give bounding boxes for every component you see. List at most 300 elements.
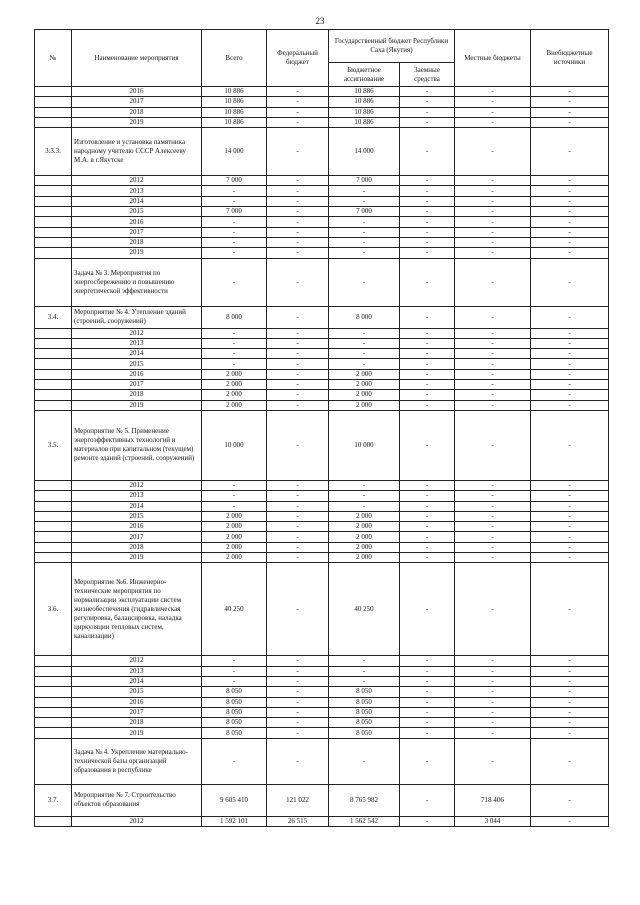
cell-borrowed: - [400,532,455,542]
cell-allocations: - [329,186,400,196]
cell-extra: - [531,738,609,784]
cell-allocations: 8 050 [329,707,400,717]
cell-extra: - [531,227,609,237]
row-year: 2013 [72,666,202,676]
cell-extra: - [531,207,609,217]
row-number [35,328,72,338]
row-number [35,697,72,707]
cell-total: - [202,258,267,306]
cell-borrowed: - [400,97,455,107]
cell-total: 8 050 [202,707,267,717]
measure-row [35,306,609,328]
header-name: Наименование мероприятия [72,30,202,87]
cell-borrowed: - [400,687,455,697]
cell-federal: - [267,738,329,784]
row-year: 2019 [72,728,202,738]
cell-local: - [455,97,531,107]
cell-federal: - [267,107,329,117]
cell-allocations: 1 562 542 [329,816,400,826]
cell-extra: - [531,687,609,697]
cell-total: 7 000 [202,176,267,186]
cell-allocations: 8 050 [329,718,400,728]
cell-allocations: 2 000 [329,390,400,400]
cell-federal: - [267,687,329,697]
measure-row [35,258,609,306]
cell-local: 3 044 [455,816,531,826]
cell-borrowed: - [400,718,455,728]
cell-total: 2 000 [202,390,267,400]
year-row [35,728,609,738]
cell-total: 9 605 410 [202,784,267,816]
cell-local: - [455,480,531,490]
cell-local: - [455,107,531,117]
cell-total: 10 886 [202,117,267,127]
header-borrowed: Заемные средства [400,63,455,87]
cell-borrowed: - [400,258,455,306]
cell-federal: - [267,676,329,686]
header-total: Всего [202,30,267,87]
cell-allocations: 7 000 [329,176,400,186]
cell-borrowed: - [400,107,455,117]
cell-federal: - [267,522,329,532]
cell-borrowed: - [400,390,455,400]
cell-local: 718 406 [455,784,531,816]
cell-total: - [202,237,267,247]
cell-borrowed: - [400,369,455,379]
cell-allocations: 10 886 [329,107,400,117]
cell-local: - [455,542,531,552]
row-number [35,237,72,247]
cell-extra: - [531,697,609,707]
row-number [35,532,72,542]
cell-local: - [455,491,531,501]
year-row [35,87,609,97]
row-number [35,227,72,237]
cell-extra: - [531,400,609,410]
cell-borrowed: - [400,196,455,206]
year-row [35,97,609,107]
row-number [35,738,72,784]
row-number [35,349,72,359]
row-year: 2016 [72,87,202,97]
cell-local: - [455,501,531,511]
row-year: 2016 [72,369,202,379]
cell-total: 8 050 [202,718,267,728]
cell-federal: - [267,349,329,359]
row-year: 2019 [72,400,202,410]
cell-extra: - [531,707,609,717]
header-extra: Внебюджетные источники [531,30,609,87]
cell-extra: - [531,186,609,196]
cell-local: - [455,718,531,728]
cell-allocations: - [329,328,400,338]
cell-federal: - [267,532,329,542]
cell-total: 10 886 [202,87,267,97]
row-year: 2018 [72,237,202,247]
cell-total: - [202,227,267,237]
cell-extra: - [531,338,609,348]
cell-borrowed: - [400,707,455,717]
cell-total: 2 000 [202,542,267,552]
cell-federal: - [267,186,329,196]
cell-borrowed: - [400,338,455,348]
cell-allocations: 10 886 [329,97,400,107]
cell-allocations: - [329,349,400,359]
cell-federal: - [267,511,329,521]
row-year: 2016 [72,217,202,227]
cell-local: - [455,687,531,697]
cell-allocations: - [329,227,400,237]
cell-local: - [455,697,531,707]
row-year: 2016 [72,522,202,532]
cell-extra: - [531,480,609,490]
row-number [35,359,72,369]
year-row [35,359,609,369]
row-number: 3.7. [35,784,72,816]
year-row [35,522,609,532]
cell-federal: - [267,697,329,707]
cell-allocations: - [329,338,400,348]
year-row [35,207,609,217]
cell-allocations: 2 000 [329,400,400,410]
cell-federal: - [267,207,329,217]
cell-total: - [202,186,267,196]
row-number: 3.6. [35,563,72,656]
cell-borrowed: - [400,522,455,532]
cell-borrowed: - [400,563,455,656]
cell-total: 2 000 [202,369,267,379]
cell-extra: - [531,656,609,666]
header-local: Местные бюджеты [455,30,531,87]
cell-federal: - [267,501,329,511]
row-name: Мероприятие № 7. Строительство объектов образования [72,784,202,816]
cell-federal: - [267,128,329,176]
cell-total: - [202,217,267,227]
page-number: 23 [315,16,325,26]
cell-total: 2 000 [202,400,267,410]
cell-borrowed: - [400,176,455,186]
cell-borrowed: - [400,666,455,676]
year-row [35,501,609,511]
year-row [35,338,609,348]
cell-local: - [455,522,531,532]
cell-federal: - [267,728,329,738]
cell-extra: - [531,501,609,511]
cell-borrowed: - [400,380,455,390]
row-year: 2018 [72,107,202,117]
cell-extra: - [531,87,609,97]
cell-borrowed: - [400,87,455,97]
cell-total: 10 000 [202,410,267,480]
cell-borrowed: - [400,237,455,247]
cell-local: - [455,248,531,258]
year-row [35,532,609,542]
cell-extra: - [531,248,609,258]
cell-allocations: 14 000 [329,128,400,176]
cell-total: - [202,196,267,206]
year-row [35,186,609,196]
row-number [35,338,72,348]
cell-local: - [455,359,531,369]
cell-extra: - [531,237,609,247]
cell-allocations: - [329,666,400,676]
cell-allocations: 7 000 [329,207,400,217]
cell-allocations: - [329,491,400,501]
year-row [35,697,609,707]
cell-local: - [455,553,531,563]
row-number [35,176,72,186]
cell-total: - [202,480,267,490]
cell-total: 1 592 101 [202,816,267,826]
cell-extra: - [531,563,609,656]
cell-borrowed: - [400,306,455,328]
row-number [35,687,72,697]
cell-federal: - [267,97,329,107]
cell-extra: - [531,553,609,563]
cell-federal: - [267,380,329,390]
cell-extra: - [531,349,609,359]
row-year: 2017 [72,707,202,717]
measure-row [35,410,609,480]
cell-extra: - [531,522,609,532]
cell-local: - [455,707,531,717]
cell-federal: - [267,237,329,247]
cell-extra: - [531,390,609,400]
cell-extra: - [531,107,609,117]
row-year: 2015 [72,687,202,697]
cell-borrowed: - [400,349,455,359]
cell-federal: - [267,248,329,258]
cell-allocations: 8 765 982 [329,784,400,816]
row-number [35,501,72,511]
cell-local: - [455,400,531,410]
cell-federal: - [267,117,329,127]
cell-total: - [202,328,267,338]
row-number: 3.5. [35,410,72,480]
year-row [35,676,609,686]
cell-allocations: 2 000 [329,532,400,542]
cell-extra: - [531,718,609,728]
cell-federal: - [267,87,329,97]
cell-total: 8 000 [202,306,267,328]
cell-extra: - [531,380,609,390]
cell-federal: - [267,563,329,656]
cell-allocations: - [329,258,400,306]
cell-extra: - [531,728,609,738]
row-year: 2017 [72,380,202,390]
cell-local: - [455,738,531,784]
cell-extra: - [531,258,609,306]
cell-allocations: 8 050 [329,687,400,697]
cell-total: - [202,349,267,359]
cell-allocations: - [329,656,400,666]
year-row [35,491,609,501]
cell-total: 10 886 [202,97,267,107]
cell-local: - [455,656,531,666]
cell-federal: - [267,328,329,338]
year-row [35,511,609,521]
row-number: 3.3.3. [35,128,72,176]
cell-extra: - [531,666,609,676]
cell-extra: - [531,369,609,379]
cell-borrowed: - [400,676,455,686]
cell-total: 7 000 [202,207,267,217]
cell-local: - [455,666,531,676]
cell-extra: - [531,359,609,369]
cell-allocations: 2 000 [329,369,400,379]
cell-borrowed: - [400,728,455,738]
cell-local: - [455,306,531,328]
row-number [35,511,72,521]
row-year: 2017 [72,532,202,542]
row-year: 2013 [72,186,202,196]
row-number [35,707,72,717]
cell-local: - [455,258,531,306]
row-year: 2019 [72,248,202,258]
year-row [35,553,609,563]
row-year: 2012 [72,480,202,490]
cell-extra: - [531,676,609,686]
cell-allocations: - [329,676,400,686]
cell-allocations: 2 000 [329,522,400,532]
cell-borrowed: - [400,697,455,707]
cell-local: - [455,410,531,480]
row-year: 2019 [72,117,202,127]
cell-allocations: - [329,738,400,784]
cell-borrowed: - [400,410,455,480]
cell-total: 10 886 [202,107,267,117]
row-year: 2018 [72,390,202,400]
cell-federal: - [267,400,329,410]
budget-table [34,29,609,827]
year-row [35,400,609,410]
cell-borrowed: - [400,542,455,552]
cell-local: - [455,207,531,217]
cell-extra: - [531,491,609,501]
year-row [35,176,609,186]
cell-borrowed: - [400,359,455,369]
cell-federal: - [267,176,329,186]
cell-borrowed: - [400,248,455,258]
cell-federal: - [267,718,329,728]
cell-federal: - [267,359,329,369]
year-row [35,542,609,552]
cell-local: - [455,563,531,656]
cell-local: - [455,676,531,686]
cell-local: - [455,186,531,196]
year-row [35,718,609,728]
cell-extra: - [531,328,609,338]
year-row [35,237,609,247]
header-republic: Государственный бюджет Республики Саха (Якутия) [329,30,455,63]
cell-extra: - [531,97,609,107]
row-year: 2018 [72,718,202,728]
row-name: Изготовление и установка памятника народному учителю СССР Алексееву М.А. в г.Якутске [72,128,202,176]
year-row [35,217,609,227]
row-number [35,400,72,410]
year-row [35,349,609,359]
cell-extra: - [531,542,609,552]
row-year: 2016 [72,697,202,707]
cell-local: - [455,217,531,227]
cell-federal: - [267,480,329,490]
row-number [35,186,72,196]
cell-federal: 26 515 [267,816,329,826]
row-year: 2017 [72,227,202,237]
cell-federal: - [267,553,329,563]
cell-total: 2 000 [202,553,267,563]
cell-total: - [202,338,267,348]
cell-allocations: 8 050 [329,728,400,738]
cell-federal: - [267,306,329,328]
cell-borrowed: - [400,117,455,127]
row-name: Мероприятие № 5. Применение энергоэффективных технологий и материалов при капитальном (текущем) ремонте зданий (строений, сооружений) [72,410,202,480]
cell-extra: - [531,532,609,542]
cell-extra: - [531,784,609,816]
header-row-1 [35,30,609,63]
cell-allocations: - [329,501,400,511]
cell-total: 2 000 [202,532,267,542]
row-number [35,207,72,217]
cell-extra: - [531,217,609,227]
table-body [35,87,609,827]
row-year: 2013 [72,338,202,348]
cell-total: 8 050 [202,697,267,707]
row-year: 2012 [72,176,202,186]
cell-federal: - [267,656,329,666]
cell-total: - [202,676,267,686]
cell-allocations: 2 000 [329,380,400,390]
row-year: 2015 [72,207,202,217]
year-row [35,480,609,490]
cell-borrowed: - [400,511,455,521]
cell-allocations: - [329,480,400,490]
row-year: 2014 [72,501,202,511]
row-year: 2012 [72,816,202,826]
year-row [35,328,609,338]
year-row [35,380,609,390]
cell-borrowed: - [400,480,455,490]
cell-allocations: - [329,217,400,227]
row-year: 2018 [72,542,202,552]
header-allocations: Бюджетное ассигнование [329,63,400,87]
row-number [35,97,72,107]
row-number [35,107,72,117]
cell-federal: - [267,227,329,237]
year-row [35,707,609,717]
cell-local: - [455,390,531,400]
cell-total: - [202,501,267,511]
cell-borrowed: - [400,656,455,666]
cell-local: - [455,369,531,379]
cell-total: 14 000 [202,128,267,176]
cell-federal: - [267,369,329,379]
cell-local: - [455,328,531,338]
cell-total: - [202,656,267,666]
row-number [35,87,72,97]
cell-extra: - [531,410,609,480]
cell-total: 2 000 [202,511,267,521]
year-row [35,656,609,666]
cell-local: - [455,511,531,521]
row-name: Задача № 4. Укрепление материально-технической базы организаций образования в республике [72,738,202,784]
row-number [35,816,72,826]
year-row [35,666,609,676]
row-year: 2014 [72,676,202,686]
cell-federal: - [267,338,329,348]
cell-federal: - [267,542,329,552]
cell-allocations: 40 250 [329,563,400,656]
